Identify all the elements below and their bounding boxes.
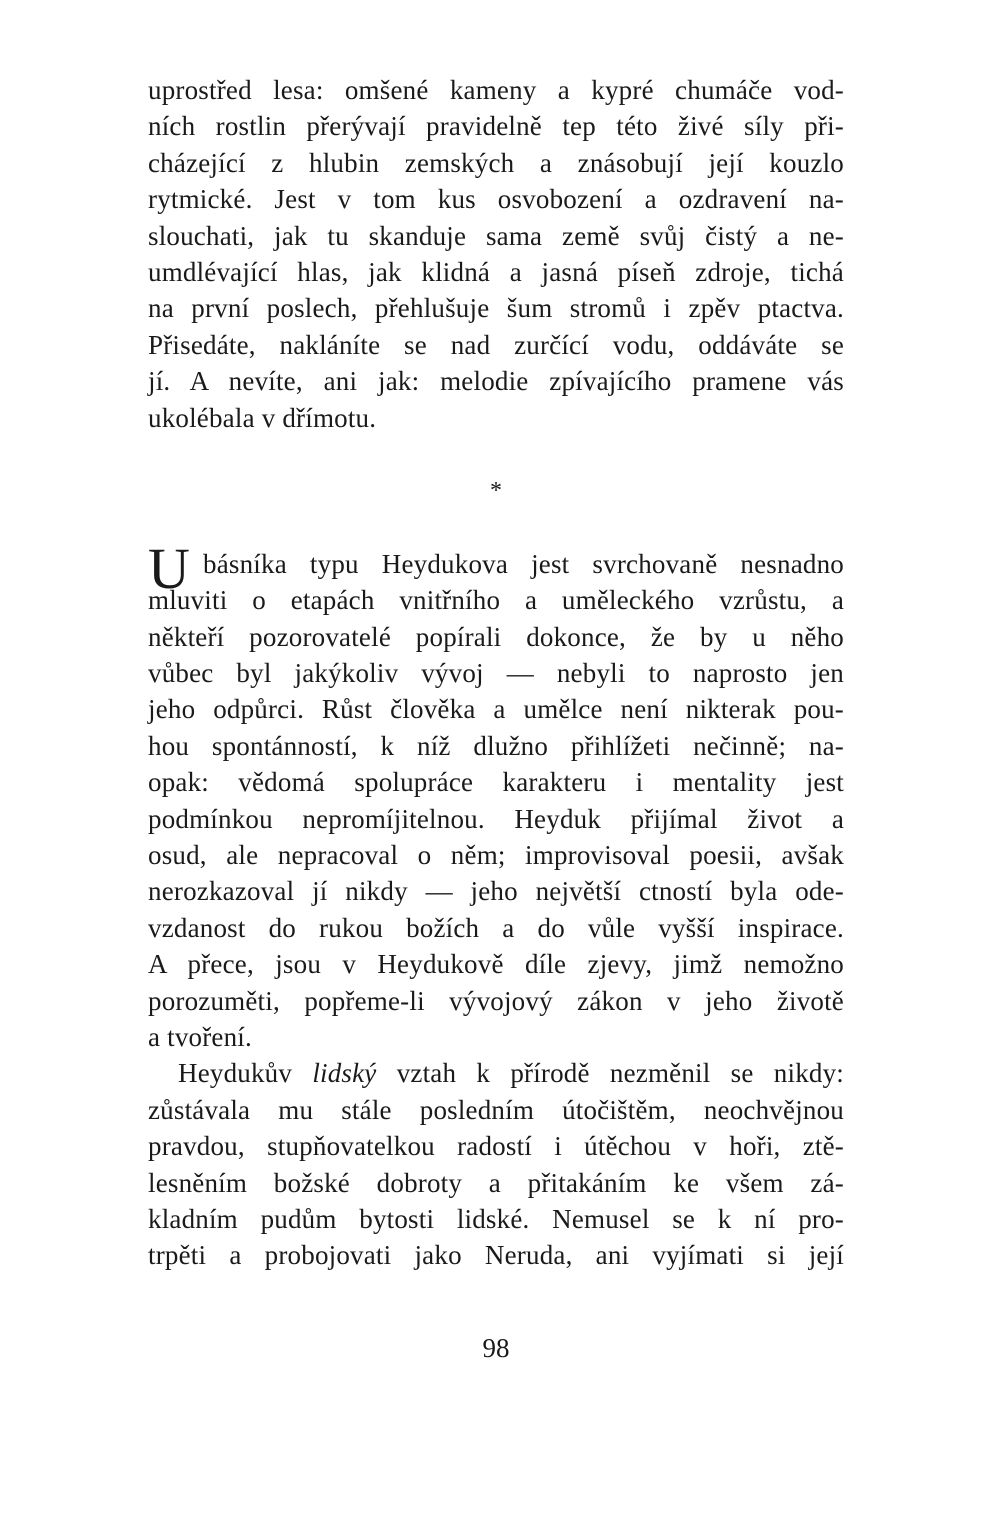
drop-cap: U — [148, 535, 190, 601]
text-line: umdlévající hlas, jak klidná a jasná píseň zdroje, tichá — [148, 256, 844, 287]
text-line: Přisedáte, nakláníte se nad zurčící vodu, oddáváte se — [148, 329, 844, 360]
page-number: 98 — [482, 1333, 510, 1363]
text-line: rytmické. Jest v tom kus osvobození a ozdravení na- — [148, 184, 844, 215]
text-line — [148, 1055, 844, 1091]
text-line: trpěti a probojovati jako Neruda, ani vyjímati si její — [148, 1240, 844, 1271]
section-separator-asterisk: * — [490, 477, 502, 504]
text-line: lesněním božské dobroty a přitakáním ke všem zá- — [148, 1167, 844, 1198]
paragraph-heyduk-nature — [148, 1055, 844, 1273]
text-run: Heydukův — [178, 1058, 313, 1089]
text-line: porozuměti, popřeme-li vývojový zákon v jeho životě — [148, 985, 844, 1016]
text-line: slouchati, jak tu skanduje sama země svůj čistý a ne- — [148, 220, 844, 251]
text-line: zůstávala mu stále posledním útočištěm, neochvějnou — [148, 1094, 844, 1125]
text-line: pravdou, stupňovatelkou radostí i útěchou v hoři, ztě- — [148, 1131, 844, 1162]
text-line: jeho odpůrci. Růst člověka a umělce není nikterak pou- — [148, 694, 844, 725]
text-line: cházející z hlubin zemských a znásobují její kouzlo — [148, 147, 844, 178]
paragraph-spring — [148, 72, 844, 436]
text-line: kladním pudům bytosti lidské. Nemusel se k ní pro- — [148, 1203, 844, 1234]
text-line: na první poslech, přehlušuje šum stromů i zpěv ptactva. — [148, 293, 844, 324]
paragraph-heyduk-development — [148, 535, 844, 1055]
text-line: opak: vědomá spolupráce karakteru i mentality jest — [148, 767, 844, 798]
text-run: vztah k přírodě nezměnil se nikdy: — [376, 1058, 844, 1089]
text-line: A přece, jsou v Heydukově díle zjevy, jimž nemožno — [148, 949, 844, 980]
text-line: nerozkazoval jí nikdy — jeho největší ctností byla ode- — [148, 876, 844, 907]
text-line: ukolébala v dřímotu. — [148, 402, 377, 433]
text-line: mluviti o etapách vnitřního a uměleckého vzrůstu, a — [148, 585, 844, 616]
text-line: a tvoření. — [148, 1021, 252, 1052]
text-line: někteří pozorovatelé popírali dokonce, že by u něho — [148, 621, 844, 652]
book-page — [148, 72, 844, 1363]
text-line: hou spontánností, k níž dlužno přihlížeti nečinně; na- — [148, 730, 844, 761]
text-line: jí. A nevíte, ani jak: melodie zpívajícího pramene vás — [148, 366, 844, 397]
text-line: vzdanost do rukou božích a do vůle vyšší inspirace. — [148, 912, 844, 943]
text-line: vůbec byl jakýkoliv vývoj — nebyli to naprosto jen — [148, 658, 844, 689]
text-line: podmínkou nepromíjitelnou. Heyduk přijímal život a — [148, 803, 844, 834]
text-line: uprostřed lesa: omšené kameny a kypré chumáče vod- — [148, 75, 844, 105]
text-line: ních rostlin přerývají pravidelně tep této živé síly při- — [148, 111, 844, 142]
text-line: básníka typu Heydukova jest svrchovaně nesnadno — [203, 548, 844, 579]
text-line: osud, ale nepracoval o něm; improvisoval poesii, avšak — [148, 840, 844, 871]
emphasized-word: lidský — [312, 1058, 377, 1089]
